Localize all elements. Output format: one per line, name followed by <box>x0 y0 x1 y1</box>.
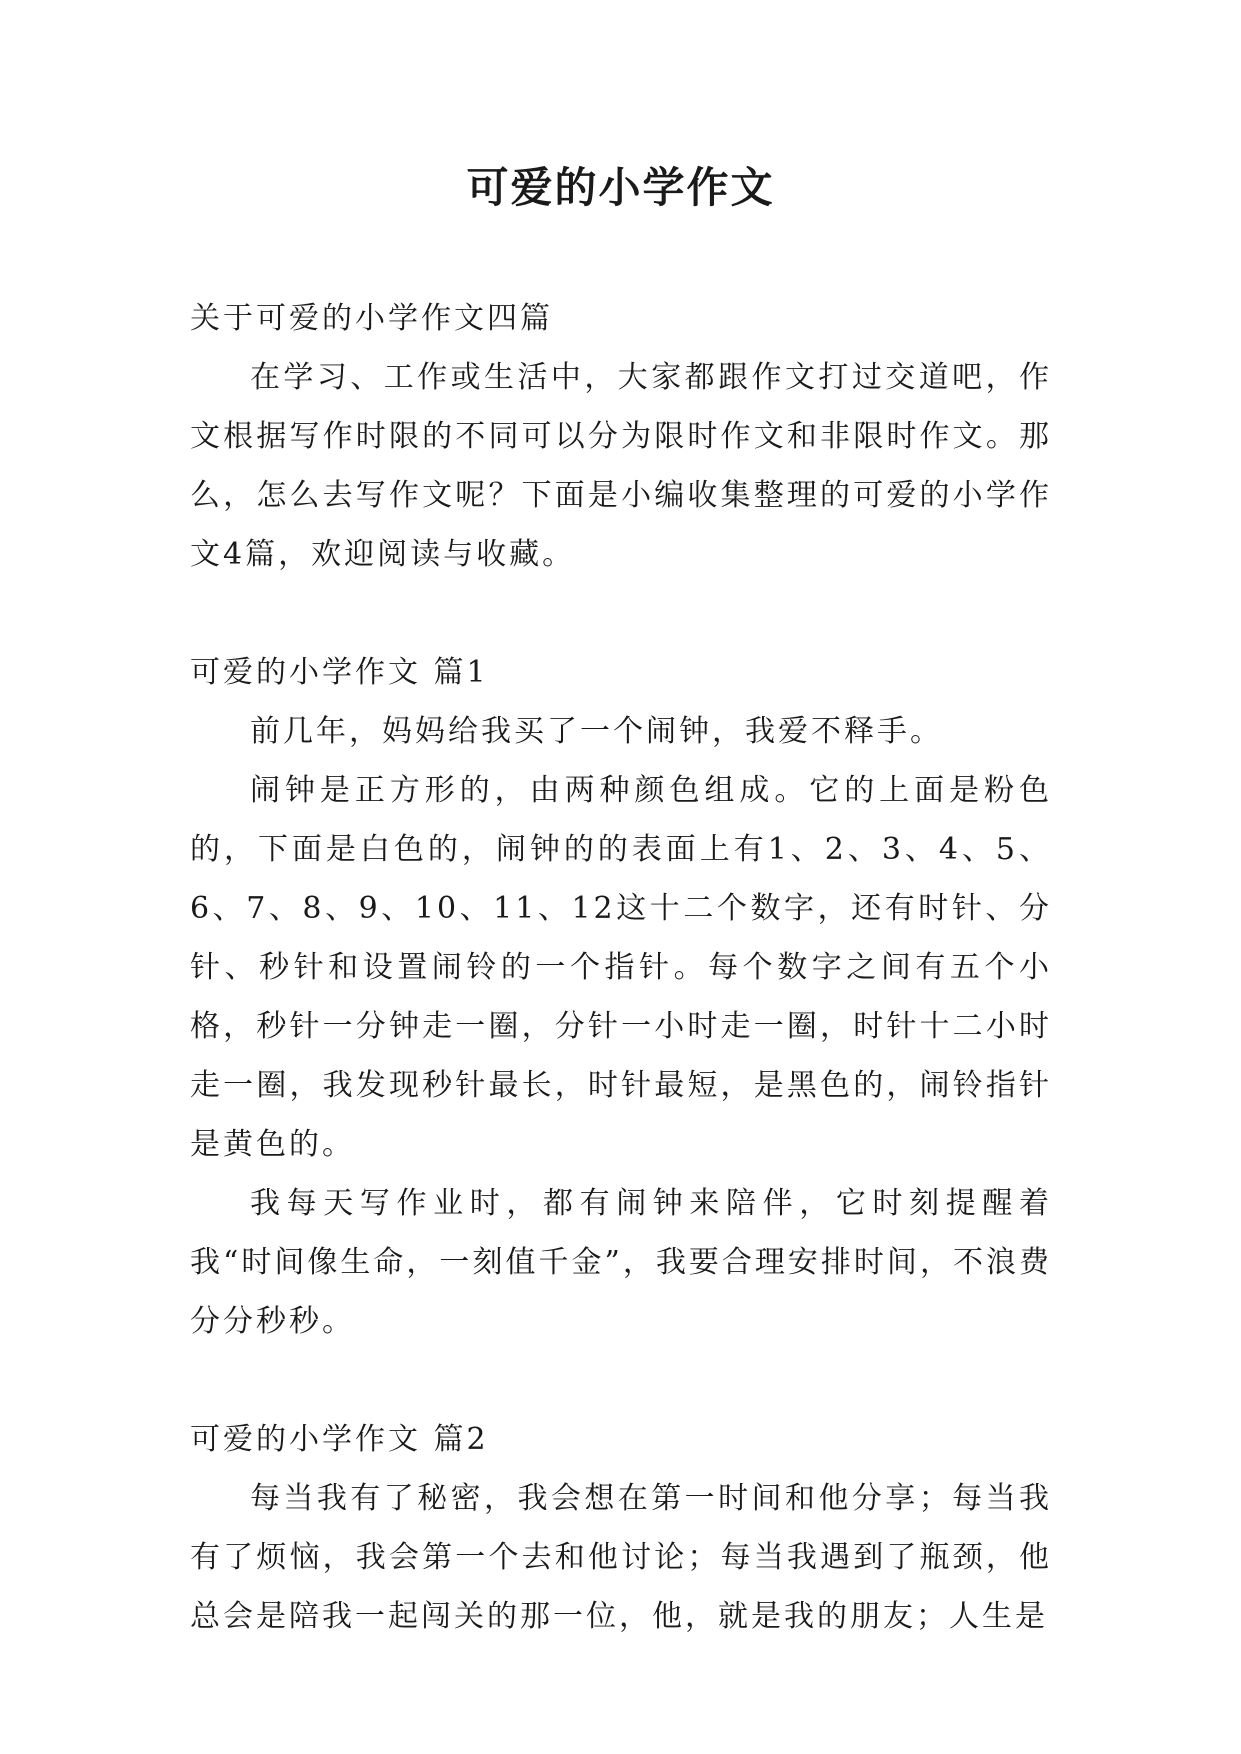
section-spacer <box>190 1351 1052 1410</box>
section-1-paragraph-2: 闹钟是正方形的，由两种颜色组成。它的上面是粉色的，下面是白色的，闹钟的的表面上有1、2、3、4、5、6、7、8、9、10、11、12这十二个数字，还有时针、分针、秒针和设置闹铃的一个指针。每个数字之间有五个小格，秒针一分钟走一圈，分针一小时走一圈，时针十二小时走一圈，我发现秒针最长，时针最短，是黑色的，闹铃指针是黄色的。 <box>190 773 1052 1162</box>
section-2-paragraph-1: 每当我有了秘密，我会想在第一时间和他分享；每当我有了烦恼，我会第一个去和他讨论；每当我遇到了瓶颈，他总会是陪我一起闯关的那一位，他，就是我的朋友；人生是 <box>190 1481 1052 1634</box>
intro-heading: 关于可爱的小学作文四篇 <box>190 301 553 336</box>
section-1-heading: 可爱的小学作文 篇1 <box>190 655 489 690</box>
document-title: 可爱的小学作文 <box>466 163 775 212</box>
section-1-paragraph-3: 我每天写作业时，都有闹钟来陪伴，它时刻提醒着我“时间像生命，一刻值千金”，我要合理安排时间，不浪费分分秒秒。 <box>190 1186 1052 1339</box>
intro-paragraph: 在学习、工作或生活中，大家都跟作文打过交道吧，作文根据写作时限的不同可以分为限时作文和非限时作文。那么，怎么去写作文呢？下面是小编收集整理的可爱的小学作文4篇，欢迎阅读与收藏。 <box>190 360 1052 572</box>
document-body <box>190 289 1052 1646</box>
section-2-heading: 可爱的小学作文 篇2 <box>190 1422 489 1457</box>
section-spacer <box>190 584 1052 643</box>
section-1-paragraph-1: 前几年，妈妈给我买了一个闹钟，我爱不释手。 <box>250 714 943 749</box>
